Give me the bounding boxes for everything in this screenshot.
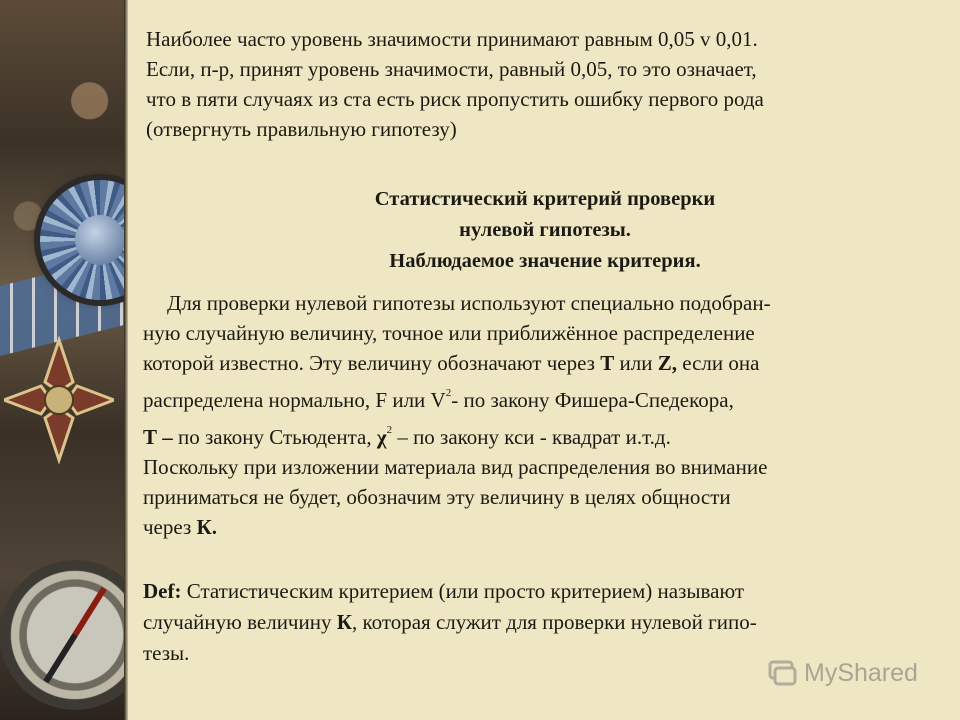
intro-line-3: что в пяти случаях из ста есть риск пропустить ошибку первого рода (146, 87, 764, 111)
heading-line-3: Наблюдаемое значение критерия. (389, 250, 701, 272)
criterion-line-7: приниматься не будет, обозначим эту величину в целях общности (143, 485, 731, 509)
heading-line-2: нулевой гипотезы. (459, 219, 631, 241)
definition-line-3: тезы. (143, 641, 190, 665)
intro-paragraph (140, 24, 940, 144)
watermark-icon (768, 658, 798, 688)
criterion-line-3 (143, 348, 948, 378)
criterion-line-4 (143, 378, 948, 415)
watermark-logo (768, 657, 918, 689)
criterion-paragraph (143, 288, 948, 542)
definition-label: Def: (143, 579, 182, 603)
intro-line-2: Если, п-р, принят уровень значимости, равный 0,05, то это означает, (146, 57, 757, 81)
section-heading (140, 184, 950, 277)
text-segment: случайную величину (143, 610, 337, 634)
symbol-k: К. (196, 515, 217, 539)
heading-line-1: Статистический критерий проверки (374, 188, 716, 210)
text-segment: распределена нормально, F или V (143, 388, 446, 412)
criterion-line-6: Поскольку при изложении материала вид распределения во внимание (143, 455, 768, 479)
text-segment: , которая служит для проверки нулевой гипо- (351, 610, 757, 634)
symbol-t-dash: Т – (143, 425, 173, 449)
text-segment: Статистическим критерием (или просто критерием) называют (181, 579, 745, 603)
text-segment: через (143, 515, 197, 539)
definition-paragraph (143, 576, 948, 669)
criterion-line-8 (143, 512, 948, 542)
criterion-line-5 (143, 415, 948, 452)
decorative-sidebar-image (0, 0, 128, 720)
order-cross-icon (4, 330, 114, 470)
intro-line-1: Наиболее часто уровень значимости принимают равным 0,05 v 0,01. (146, 27, 758, 51)
superscript-2: 2 (445, 387, 452, 399)
text-segment: – по закону кси - квадрат и.т.д. (392, 425, 671, 449)
definition-line-1 (143, 576, 948, 607)
watermark-text: MyShared (804, 658, 918, 687)
intro-line-4: (отвергнуть правильную гипотезу) (146, 117, 457, 141)
compass-image (0, 560, 128, 710)
symbol-chi: χ (376, 425, 387, 449)
symbol-z: Z, (657, 351, 677, 375)
text-segment: если она (676, 351, 760, 375)
text-segment: - по закону Фишера-Спедекора, (451, 388, 734, 412)
text-segment: по закону Стьюдента, (172, 425, 377, 449)
criterion-line-2: ную случайную величину, точное или приближённое распределение (143, 321, 755, 345)
superscript-2: 2 (386, 424, 393, 436)
definition-line-2 (143, 607, 948, 638)
compass-needle (43, 587, 106, 683)
symbol-t: Т (600, 351, 615, 375)
criterion-line-1: Для проверки нулевой гипотезы используют специально подобран- (167, 291, 771, 315)
rosette-center (75, 215, 125, 265)
sidebar-edge (124, 0, 128, 720)
symbol-k: К (336, 610, 352, 634)
text-segment: или (614, 351, 658, 375)
text-segment: которой известно. Эту величину обозначают через (143, 351, 601, 375)
